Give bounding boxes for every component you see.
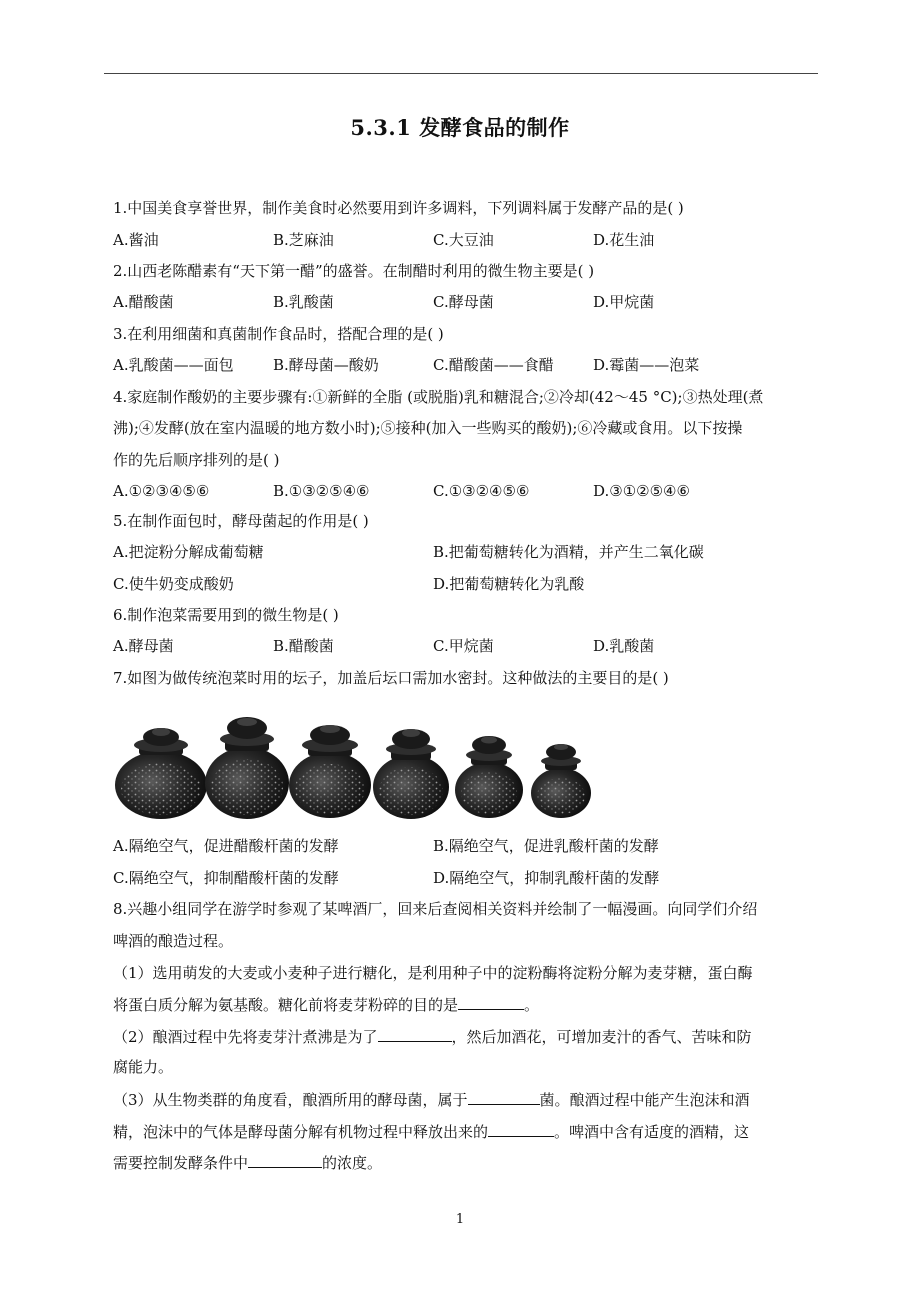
- question-2-option-d: D.甲烷菌: [593, 293, 655, 311]
- question-8-intro-line-2: 啤酒的酿造过程。: [113, 932, 234, 950]
- question-4-option-c: C.①③②④⑤⑥: [433, 482, 530, 500]
- question-1-option-b: B.芝麻油: [273, 231, 334, 249]
- question-3-stem: 3.在利用细菌和真菌制作食品时，搭配合理的是( ): [113, 325, 444, 343]
- question-1-option-d: D.花生油: [593, 231, 655, 249]
- answer-blank-4[interactable]: [488, 1120, 554, 1137]
- question-8-part-2-text-b: ，然后加酒花，可增加麦汁的香气、苦味和防: [451, 1028, 752, 1046]
- question-8-part-3-text-a: （3）从生物类群的角度看，酿酒所用的酵母菌，属于: [113, 1091, 468, 1109]
- question-3-option-b: B.酵母菌—酸奶: [273, 356, 379, 374]
- question-8-part-1-line-2: [113, 993, 823, 1016]
- question-4-option-b: B.①③②⑤④⑥: [273, 482, 370, 500]
- question-8-part-3-text-e: 需要控制发酵条件中: [113, 1154, 249, 1172]
- question-5-option-c: C.使牛奶变成酸奶: [113, 575, 234, 593]
- question-4-stem-line-2: 沸);④发酵(放在室内温暖的地方数小时);⑤接种(加入一些购买的酸奶);⑥冷藏或食用。以下按操: [113, 419, 743, 437]
- jar-1: [115, 728, 207, 819]
- question-7-option-a: A.隔绝空气，促进醋酸杆菌的发酵: [113, 837, 339, 855]
- question-2-stem: 2.山西老陈醋素有“天下第一醋”的盛誉。在制醋时利用的微生物主要是( ): [113, 262, 595, 280]
- question-8-part-3-line-3: [113, 1151, 823, 1174]
- question-6-option-d: D.乳酸菌: [593, 637, 655, 655]
- jar-5: [455, 736, 523, 818]
- question-8-part-2-text-a: （2）酿酒过程中先将麦芽汁煮沸是为了: [113, 1028, 378, 1046]
- question-1-stem: 1.中国美食享誉世界，制作美食时必然要用到许多调料，下列调料属于发酵产品的是( ): [113, 199, 684, 217]
- question-8-part-3-line-2: [113, 1120, 823, 1143]
- question-8-part-3-text-f: 的浓度。: [322, 1154, 383, 1172]
- question-3-option-c: C.醋酸菌——食醋: [433, 356, 554, 374]
- question-4-option-a: A.①②③④⑤⑥: [113, 482, 210, 500]
- question-6-option-b: B.醋酸菌: [273, 637, 334, 655]
- question-1-option-a: A.酱油: [113, 231, 159, 249]
- question-4-stem-line-1: 4.家庭制作酸奶的主要步骤有:①新鲜的全脂 (或脱脂)乳和糖混合;②冷却(42～45 °C);③热处理(煮: [113, 388, 764, 406]
- question-1-option-c: C.大豆油: [433, 231, 494, 249]
- question-5-option-b: B.把葡萄糖转化为酒精，并产生二氧化碳: [433, 543, 704, 561]
- question-5-stem: 5.在制作面包时，酵母菌起的作用是( ): [113, 512, 369, 530]
- answer-blank-2[interactable]: [378, 1025, 452, 1042]
- jar-2: [205, 717, 289, 819]
- question-8-part-1-line-1: （1）选用萌发的大麦或小麦种子进行糖化，是利用种子中的淀粉酶将淀粉分解为麦芽糖，蛋白酶: [113, 964, 753, 982]
- question-3-option-a: A.乳酸菌——面包: [113, 356, 234, 374]
- answer-blank-1[interactable]: [458, 993, 524, 1010]
- page-number: 1: [455, 1212, 465, 1227]
- question-8-part-2-line-1: [113, 1025, 823, 1048]
- question-8-part-3-text-b: 菌。酿酒过程中能产生泡沫和酒: [539, 1091, 750, 1109]
- question-8-intro-line-1: 8.兴趣小组同学在游学时参观了某啤酒厂，回来后查阅相关资料并绘制了一幅漫画。向同学们介绍: [113, 900, 758, 918]
- question-8-part-3-line-1: [113, 1088, 823, 1111]
- answer-blank-5[interactable]: [248, 1151, 322, 1168]
- question-6-option-a: A.酵母菌: [113, 637, 174, 655]
- question-4-option-d: D.③①②⑤④⑥: [593, 482, 690, 500]
- question-8-part-1-text-b: 。: [524, 996, 540, 1014]
- question-7-option-b: B.隔绝空气，促进乳酸杆菌的发酵: [433, 837, 659, 855]
- question-7-option-c: C.隔绝空气，抑制醋酸杆菌的发酵: [113, 869, 339, 887]
- question-7-stem: 7.如图为做传统泡菜时用的坛子，加盖后坛口需加水密封。这种做法的主要目的是( ): [113, 669, 669, 687]
- question-5-option-a: A.把淀粉分解成葡萄糖: [113, 543, 264, 561]
- question-2-option-c: C.酵母菌: [433, 293, 494, 311]
- question-5-option-d: D.把葡萄糖转化为乳酸: [433, 575, 585, 593]
- question-3-option-d: D.霉菌——泡菜: [593, 356, 700, 374]
- question-6-stem: 6.制作泡菜需要用到的微生物是( ): [113, 606, 339, 624]
- jar-6: [531, 744, 591, 818]
- header-rule: [104, 73, 818, 74]
- question-6-option-c: C.甲烷菌: [433, 637, 494, 655]
- question-4-stem-line-3: 作的先后顺序排列的是( ): [113, 451, 280, 469]
- pickle-jars-figure: [113, 697, 613, 823]
- answer-blank-3[interactable]: [468, 1088, 540, 1105]
- question-8-part-1-text-a: 将蛋白质分解为氨基酸。糖化前将麦芽粉碎的目的是: [113, 996, 459, 1014]
- question-8-part-3-text-d: 。啤酒中含有适度的酒精，这: [554, 1123, 750, 1141]
- question-2-option-a: A.醋酸菌: [113, 293, 174, 311]
- question-7-option-d: D.隔绝空气，抑制乳酸杆菌的发酵: [433, 869, 660, 887]
- jar-4: [373, 729, 449, 819]
- jar-3: [289, 725, 371, 818]
- question-8-part-2-line-2: 腐能力。: [113, 1058, 174, 1076]
- question-2-option-b: B.乳酸菌: [273, 293, 334, 311]
- question-8-part-3-text-c: 精，泡沫中的气体是酵母菌分解有机物过程中释放出来的: [113, 1123, 489, 1141]
- page-title: 5.3.1 发酵食品的制作: [350, 115, 570, 140]
